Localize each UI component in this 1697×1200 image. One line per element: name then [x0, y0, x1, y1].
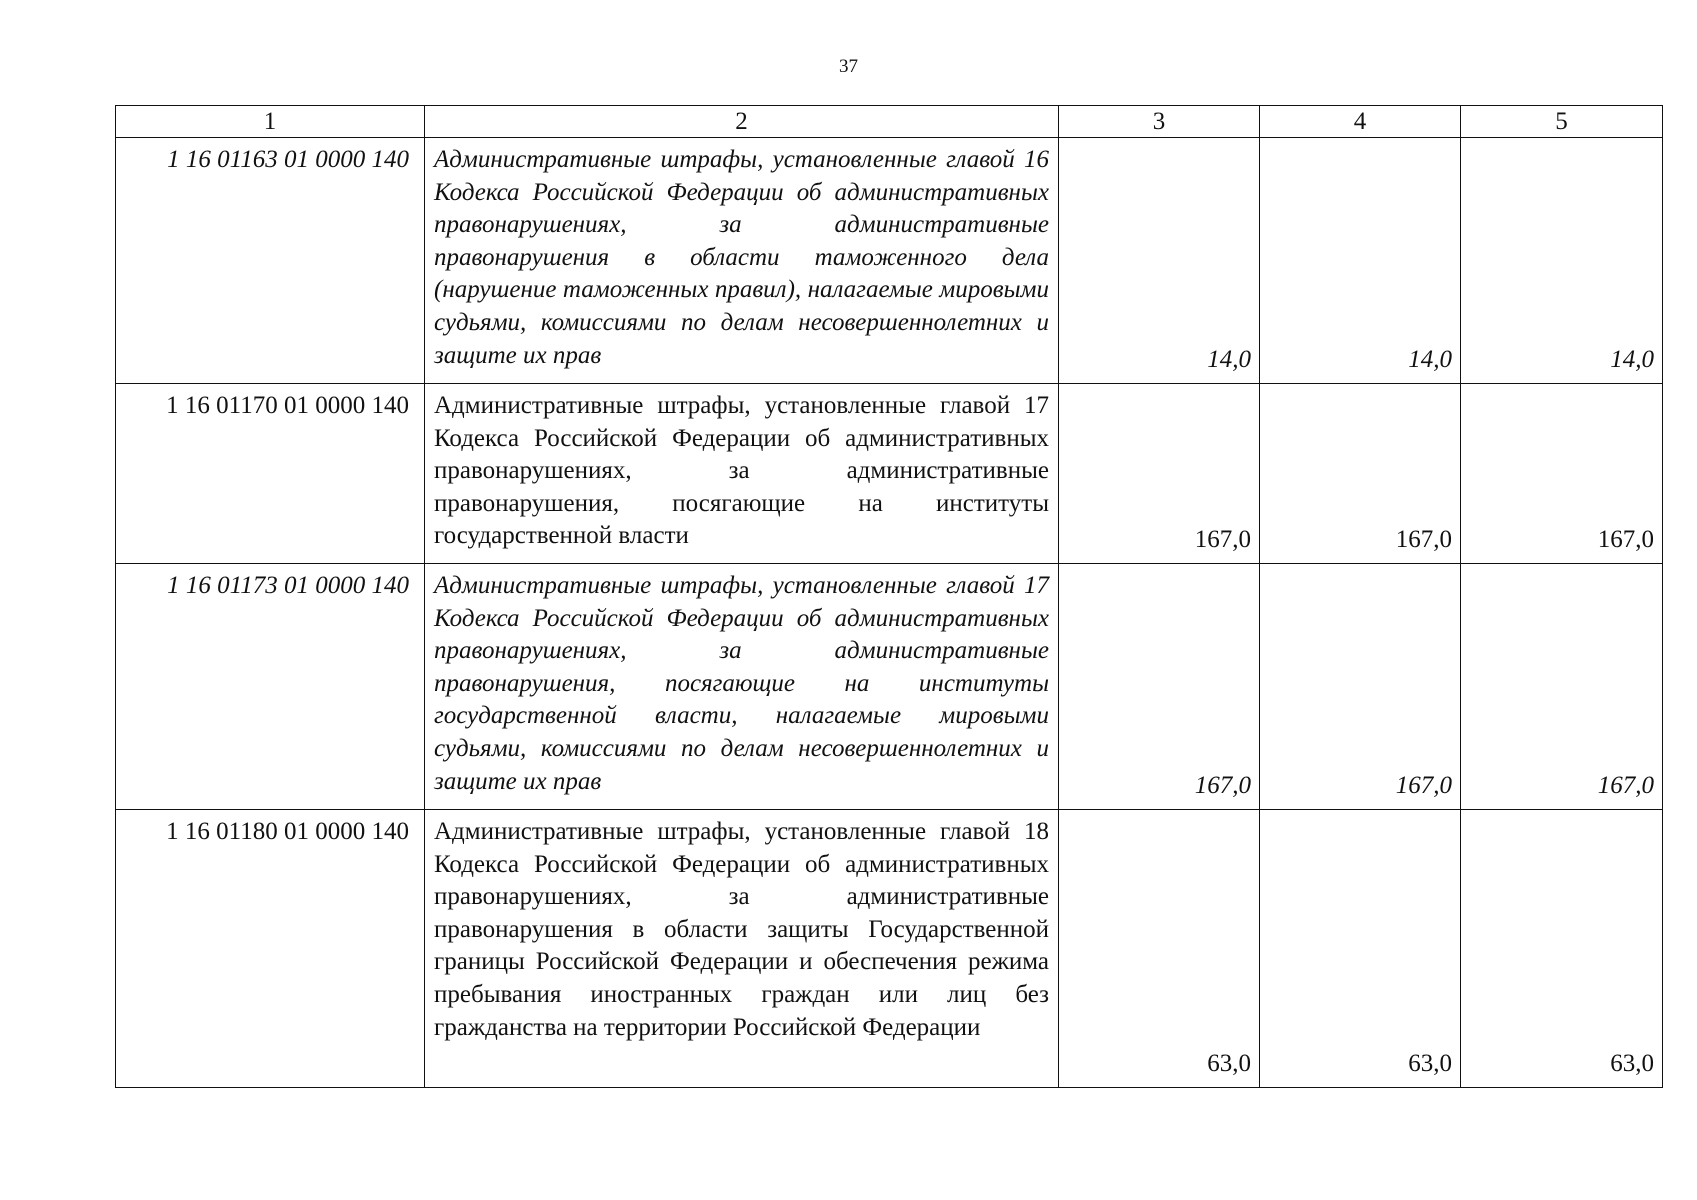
table-row: [116, 810, 1663, 1088]
row-description: Административные штрафы, установленные главой 17 Кодекса Российской Федерации об административных правонарушениях, за административные правонарушения, посягающие на институты государственной власти, налагаемые мировыми судьями, комиссиями по делам несовершеннолетних и защите их прав: [425, 564, 1059, 810]
page-number: 37: [839, 56, 858, 77]
row-value-col5: 167,0: [1461, 384, 1663, 564]
column-header-2: 2: [425, 106, 1059, 138]
row-value-col4: 167,0: [1260, 564, 1461, 810]
row-description: Административные штрафы, установленные главой 17 Кодекса Российской Федерации об административных правонарушениях, за административные правонарушения, посягающие на институты государственной власти: [425, 384, 1059, 564]
row-code: 1 16 01163 01 0000 140: [116, 138, 425, 384]
table-row: [116, 384, 1663, 564]
row-code: 1 16 01180 01 0000 140: [116, 810, 425, 1088]
column-header-1: 1: [116, 106, 425, 138]
row-value-col3: 167,0: [1059, 384, 1260, 564]
column-header-5: 5: [1461, 106, 1663, 138]
table-row: [116, 564, 1663, 810]
row-value-col3: 63,0: [1059, 810, 1260, 1088]
row-value-col3: 167,0: [1059, 564, 1260, 810]
row-value-col4: 14,0: [1260, 138, 1461, 384]
row-value-col3: 14,0: [1059, 138, 1260, 384]
header-row: [116, 106, 1663, 138]
row-description: Административные штрафы, установленные главой 16 Кодекса Российской Федерации об административных правонарушениях, за административные правонарушения в области таможенного дела (нарушение таможенных правил), налагаемые мировыми судьями, комиссиями по делам несовершеннолетних и защите их прав: [425, 138, 1059, 384]
row-value-col4: 63,0: [1260, 810, 1461, 1088]
row-description: Административные штрафы, установленные главой 18 Кодекса Российской Федерации об административных правонарушениях, за административные правонарушения в области защиты Государственной границы Российской Федерации и обеспечения режима пребывания иностранных граждан или лиц без гражданства на территории Российской Федерации: [425, 810, 1059, 1088]
row-value-col4: 167,0: [1260, 384, 1461, 564]
table-row: [116, 138, 1663, 384]
row-value-col5: 14,0: [1461, 138, 1663, 384]
row-value-col5: 167,0: [1461, 564, 1663, 810]
column-header-3: 3: [1059, 106, 1260, 138]
row-code: 1 16 01170 01 0000 140: [116, 384, 425, 564]
row-value-col5: 63,0: [1461, 810, 1663, 1088]
fines-table: [115, 105, 1663, 1088]
column-header-4: 4: [1260, 106, 1461, 138]
row-code: 1 16 01173 01 0000 140: [116, 564, 425, 810]
